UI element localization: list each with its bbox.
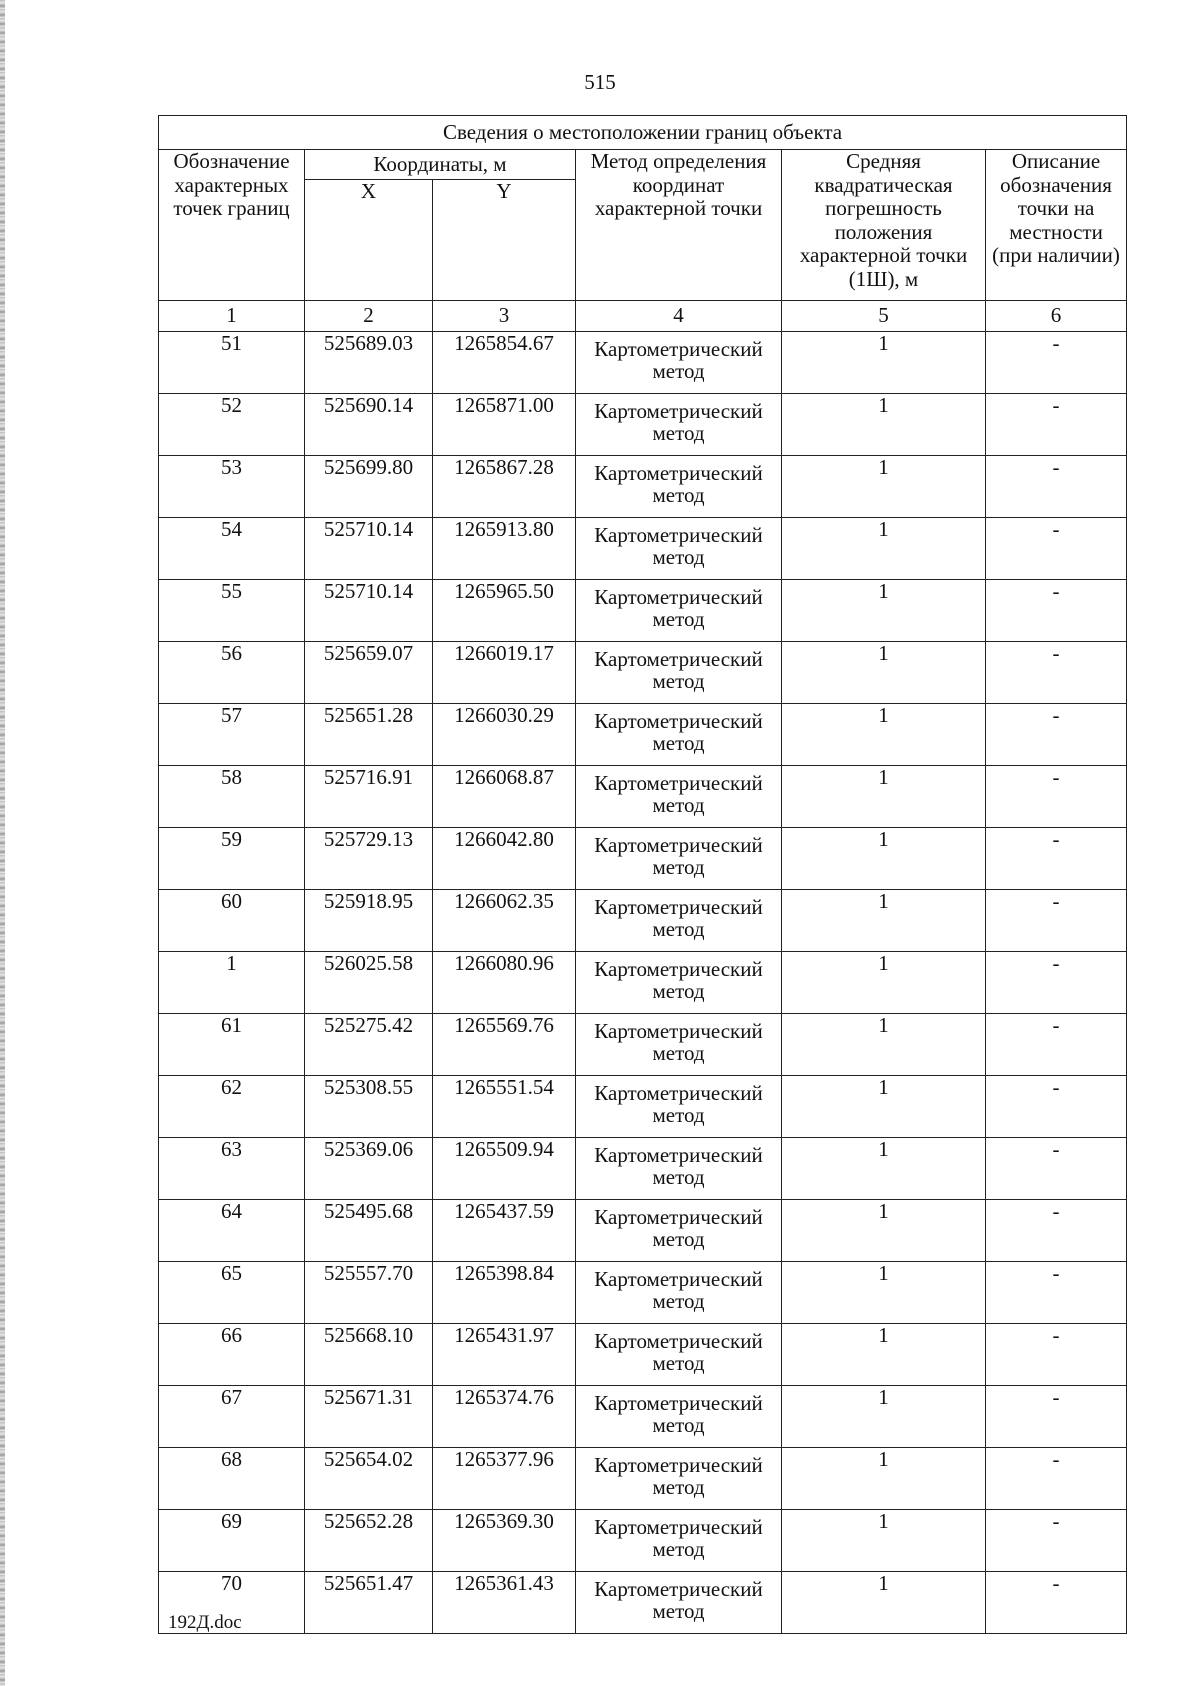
table-title: Сведения о местоположении границ объекта — [159, 116, 1127, 150]
cell-error: 1 — [782, 394, 986, 456]
cell-x: 525308.55 — [305, 1076, 433, 1138]
footer-filename: 192Д.doc — [168, 1612, 242, 1633]
cell-x: 525699.80 — [305, 456, 433, 518]
cell-x: 525918.95 — [305, 890, 433, 952]
cell-description: - — [986, 518, 1127, 580]
cell-point: 52 — [159, 394, 305, 456]
cell-x: 525369.06 — [305, 1138, 433, 1200]
cell-description: - — [986, 828, 1127, 890]
header-point: Обозначение характерных точек границ — [159, 150, 305, 301]
cell-description: - — [986, 1448, 1127, 1510]
cell-description: - — [986, 1138, 1127, 1200]
cell-description: - — [986, 394, 1127, 456]
cell-point: 62 — [159, 1076, 305, 1138]
cell-point: 60 — [159, 890, 305, 952]
cell-error: 1 — [782, 1076, 986, 1138]
cell-method: Картометрический метод — [576, 456, 782, 518]
cell-error: 1 — [782, 1014, 986, 1076]
table-row — [159, 580, 1127, 642]
cell-description: - — [986, 1572, 1127, 1634]
cell-y: 1266062.35 — [433, 890, 576, 952]
header-coordinates: Координаты, м — [305, 150, 576, 180]
cell-description: - — [986, 332, 1127, 394]
cell-y: 1265398.84 — [433, 1262, 576, 1324]
cell-point: 65 — [159, 1262, 305, 1324]
cell-x: 525671.31 — [305, 1386, 433, 1448]
cell-y: 1265509.94 — [433, 1138, 576, 1200]
cell-error: 1 — [782, 332, 986, 394]
cell-method: Картометрический метод — [576, 332, 782, 394]
cell-point: 61 — [159, 1014, 305, 1076]
cell-method: Картометрический метод — [576, 1324, 782, 1386]
cell-y: 1265913.80 — [433, 518, 576, 580]
cell-y: 1266068.87 — [433, 766, 576, 828]
cell-x: 525710.14 — [305, 518, 433, 580]
cell-description: - — [986, 1262, 1127, 1324]
cell-y: 1266019.17 — [433, 642, 576, 704]
cell-description: - — [986, 766, 1127, 828]
table-row — [159, 1324, 1127, 1386]
cell-x: 525275.42 — [305, 1014, 433, 1076]
cell-error: 1 — [782, 828, 986, 890]
table-row — [159, 1572, 1127, 1634]
cell-x: 525690.14 — [305, 394, 433, 456]
cell-method: Картометрический метод — [576, 1014, 782, 1076]
cell-error: 1 — [782, 580, 986, 642]
column-number: 2 — [305, 301, 433, 332]
column-number: 3 — [433, 301, 576, 332]
table-row — [159, 394, 1127, 456]
cell-method: Картометрический метод — [576, 1076, 782, 1138]
cell-error: 1 — [782, 518, 986, 580]
table-row — [159, 1200, 1127, 1262]
cell-method: Картометрический метод — [576, 1448, 782, 1510]
cell-error: 1 — [782, 456, 986, 518]
cell-description: - — [986, 952, 1127, 1014]
cell-error: 1 — [782, 766, 986, 828]
cell-method: Картометрический метод — [576, 1510, 782, 1572]
cell-method: Картометрический метод — [576, 1200, 782, 1262]
table-row — [159, 518, 1127, 580]
header-x: X — [305, 180, 433, 301]
cell-method: Картометрический метод — [576, 1262, 782, 1324]
table-row — [159, 1076, 1127, 1138]
cell-method: Картометрический метод — [576, 1138, 782, 1200]
column-number: 5 — [782, 301, 986, 332]
column-number: 6 — [986, 301, 1127, 332]
cell-y: 1265361.43 — [433, 1572, 576, 1634]
cell-point: 51 — [159, 332, 305, 394]
cell-point: 68 — [159, 1448, 305, 1510]
cell-y: 1265867.28 — [433, 456, 576, 518]
cell-method: Картометрический метод — [576, 1572, 782, 1634]
cell-description: - — [986, 642, 1127, 704]
cell-description: - — [986, 1014, 1127, 1076]
cell-error: 1 — [782, 1572, 986, 1634]
table-row — [159, 332, 1127, 394]
cell-x: 525654.02 — [305, 1448, 433, 1510]
cell-point: 56 — [159, 642, 305, 704]
cell-description: - — [986, 1076, 1127, 1138]
cell-method: Картометрический метод — [576, 828, 782, 890]
cell-error: 1 — [782, 1324, 986, 1386]
cell-point: 58 — [159, 766, 305, 828]
cell-x: 526025.58 — [305, 952, 433, 1014]
cell-point: 69 — [159, 1510, 305, 1572]
cell-method: Картометрический метод — [576, 704, 782, 766]
cell-error: 1 — [782, 1510, 986, 1572]
cell-point: 64 — [159, 1200, 305, 1262]
cell-point: 55 — [159, 580, 305, 642]
table-row — [159, 1014, 1127, 1076]
column-number: 4 — [576, 301, 782, 332]
cell-point: 66 — [159, 1324, 305, 1386]
header-error: Средняя квадратическая погрешность положения характерной точки (1Ш), м — [782, 150, 986, 301]
table-row — [159, 1448, 1127, 1510]
table-row — [159, 890, 1127, 952]
cell-point: 54 — [159, 518, 305, 580]
cell-y: 1265369.30 — [433, 1510, 576, 1572]
cell-x: 525710.14 — [305, 580, 433, 642]
table-body — [159, 332, 1127, 1634]
cell-point: 59 — [159, 828, 305, 890]
cell-x: 525668.10 — [305, 1324, 433, 1386]
cell-method: Картометрический метод — [576, 766, 782, 828]
cell-error: 1 — [782, 1200, 986, 1262]
cell-error: 1 — [782, 1448, 986, 1510]
cell-x: 525729.13 — [305, 828, 433, 890]
cell-x: 525651.47 — [305, 1572, 433, 1634]
cell-point: 70 — [159, 1572, 305, 1634]
table-row — [159, 766, 1127, 828]
cell-y: 1265431.97 — [433, 1324, 576, 1386]
cell-method: Картометрический метод — [576, 394, 782, 456]
cell-method: Картометрический метод — [576, 1386, 782, 1448]
cell-method: Картометрический метод — [576, 580, 782, 642]
cell-error: 1 — [782, 704, 986, 766]
cell-description: - — [986, 704, 1127, 766]
column-number: 1 — [159, 301, 305, 332]
cell-description: - — [986, 1324, 1127, 1386]
cell-y: 1266042.80 — [433, 828, 576, 890]
cell-x: 525557.70 — [305, 1262, 433, 1324]
table-row — [159, 704, 1127, 766]
cell-point: 67 — [159, 1386, 305, 1448]
cell-description: - — [986, 1386, 1127, 1448]
cell-y: 1265551.54 — [433, 1076, 576, 1138]
cell-error: 1 — [782, 890, 986, 952]
cell-y: 1265871.00 — [433, 394, 576, 456]
cell-method: Картометрический метод — [576, 518, 782, 580]
cell-method: Картометрический метод — [576, 890, 782, 952]
cell-description: - — [986, 580, 1127, 642]
boundary-coordinates-table — [158, 115, 1127, 1634]
table-row — [159, 1138, 1127, 1200]
page-number: 515 — [584, 70, 616, 94]
cell-y: 1265965.50 — [433, 580, 576, 642]
scan-edge — [0, 0, 5, 1686]
table-row — [159, 828, 1127, 890]
table-row — [159, 1386, 1127, 1448]
cell-point: 53 — [159, 456, 305, 518]
cell-method: Картометрический метод — [576, 642, 782, 704]
cell-x: 525659.07 — [305, 642, 433, 704]
cell-y: 1266080.96 — [433, 952, 576, 1014]
cell-description: - — [986, 456, 1127, 518]
cell-y: 1265437.59 — [433, 1200, 576, 1262]
header-description: Описание обозначения точки на местности (при наличии) — [986, 150, 1127, 301]
table-row — [159, 1510, 1127, 1572]
table-row — [159, 1262, 1127, 1324]
cell-y: 1265569.76 — [433, 1014, 576, 1076]
table-row — [159, 952, 1127, 1014]
cell-y: 1265377.96 — [433, 1448, 576, 1510]
cell-x: 525652.28 — [305, 1510, 433, 1572]
cell-error: 1 — [782, 1138, 986, 1200]
cell-y: 1266030.29 — [433, 704, 576, 766]
cell-point: 63 — [159, 1138, 305, 1200]
cell-error: 1 — [782, 952, 986, 1014]
cell-error: 1 — [782, 642, 986, 704]
cell-point: 1 — [159, 952, 305, 1014]
cell-y: 1265854.67 — [433, 332, 576, 394]
table-row — [159, 456, 1127, 518]
cell-x: 525651.28 — [305, 704, 433, 766]
cell-point: 57 — [159, 704, 305, 766]
table-row — [159, 642, 1127, 704]
cell-error: 1 — [782, 1386, 986, 1448]
cell-description: - — [986, 890, 1127, 952]
cell-description: - — [986, 1510, 1127, 1572]
cell-error: 1 — [782, 1262, 986, 1324]
cell-method: Картометрический метод — [576, 952, 782, 1014]
cell-x: 525495.68 — [305, 1200, 433, 1262]
cell-description: - — [986, 1200, 1127, 1262]
header-method: Метод определения координат характерной точки — [576, 150, 782, 301]
cell-x: 525689.03 — [305, 332, 433, 394]
cell-x: 525716.91 — [305, 766, 433, 828]
cell-y: 1265374.76 — [433, 1386, 576, 1448]
header-y: Y — [433, 180, 576, 301]
